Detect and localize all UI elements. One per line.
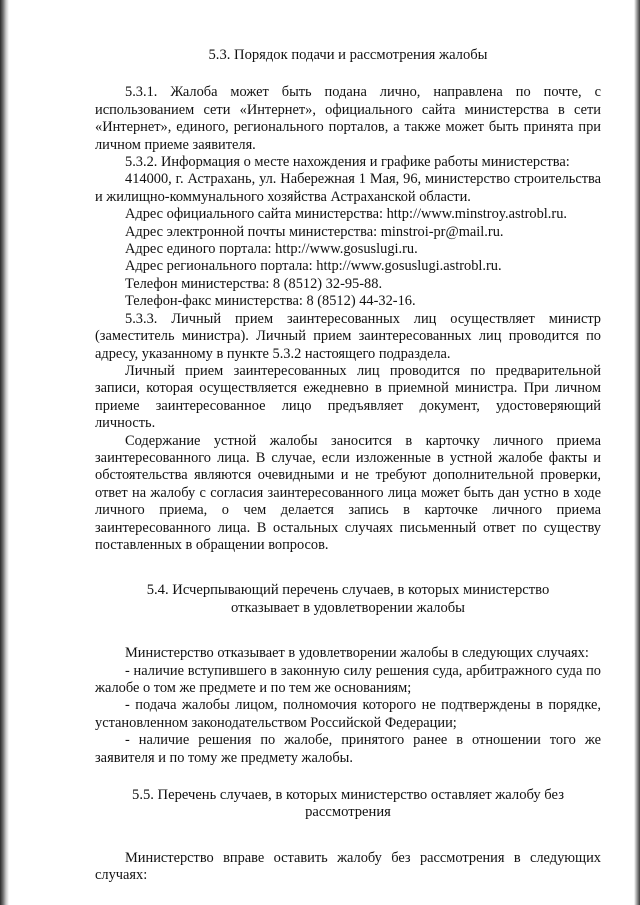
- section-5-5-title-line2: рассмотрения: [305, 804, 391, 821]
- paragraph-5-4-intro: Министерство отказывает в удовлетворении жалобы в следующих случаях:: [125, 645, 589, 662]
- paragraph-5-5-intro: Министерство вправе оставить жалобу без рассмотрения в следующих случаях:: [95, 849, 601, 884]
- list-item-prior-decision: - наличие решения по жалобе, принятого ранее в отношении того же заявителя и по тому же предмету жалобы.: [95, 732, 601, 766]
- paragraph-personal-reception: Личный прием заинтересованных лиц проводится по предварительной записи, которая осуществляется ежедневно в приемной министра. При личном приеме заинтересованное лицо предъявляет документ, удостоверяющий личность.: [95, 362, 601, 432]
- paragraph-address: 414000, г. Астрахань, ул. Набережная 1 Мая, 96, министерство строительства и жилищно-коммунального хозяйства Астраханской области.: [95, 171, 601, 205]
- paragraph-5-3-2: 5.3.2. Информация о месте нахождения и графике работы министерства:: [125, 154, 570, 171]
- paragraph-email: Адрес электронной почты министерства: minstroi-pr@mail.ru.: [125, 223, 504, 240]
- paragraph-oral-complaint: Содержание устной жалобы заносится в карточку личного приема заинтересованного лица. В случае, если изложенные в устной жалобе факты и обстоятельства являются очевидными и не требуют дополнительной проверки, ответ на жалобу с согласия заинтересованного лица может быть дан устно в ходе личного приема, о чем делается запись в карточке личного приема заинтересованного лица. В остальных случаях письменный ответ по существу поставленных в обращении вопросов.: [95, 432, 601, 553]
- section-5-3-title: 5.3. Порядок подачи и рассмотрения жалобы: [208, 47, 488, 63]
- paragraph-phone: Телефон министерства: 8 (8512) 32-95-88.: [125, 275, 383, 292]
- section-5-5-title-line1: 5.5. Перечень случаев, в которых министерство оставляет жалобу без: [132, 787, 564, 804]
- section-5-4-title-line2: отказывает в удовлетворении жалобы: [231, 599, 465, 616]
- list-item-unconfirmed-authority: - подача жалобы лицом, полномочия которого не подтверждены в порядке, установленном законодательством Российской Федерации;: [95, 697, 601, 731]
- paragraph-unified-portal: Адрес единого портала: http://www.gosuslugi.ru.: [125, 241, 418, 258]
- paragraph-5-3-3: 5.3.3. Личный прием заинтересованных лиц осуществляет министр (заместитель министра). Личный прием заинтересованных лиц проводится по адресу, указанному в пункте 5.3.2 настоящего подраздела.: [95, 310, 601, 362]
- paragraph-5-3-1: 5.3.1. Жалоба может быть подана лично, направлена по почте, с использованием сети «Интернет», официального сайта министерства в сети «Интернет», единого, регионального порталов, а также может быть принята при личном приеме заявителя.: [95, 84, 601, 153]
- paragraph-fax: Телефон-факс министерства: 8 (8512) 44-32-16.: [125, 293, 416, 310]
- list-item-court-decision: - наличие вступившего в законную силу решения суда, арбитражного суда по жалобе о том же предмете и по тем же основаниям;: [95, 662, 601, 696]
- section-5-4-title-line1: 5.4. Исчерпывающий перечень случаев, в которых министерство: [146, 582, 550, 599]
- scan-edge-right: [634, 0, 640, 905]
- document-page: [95, 47, 601, 885]
- paragraph-official-site: Адрес официального сайта министерства: http://www.minstroy.astrobl.ru.: [125, 206, 567, 223]
- scan-edge-left: [0, 0, 9, 905]
- paragraph-regional-portal: Адрес регионального портала: http://www.gosuslugi.astrobl.ru.: [125, 258, 502, 275]
